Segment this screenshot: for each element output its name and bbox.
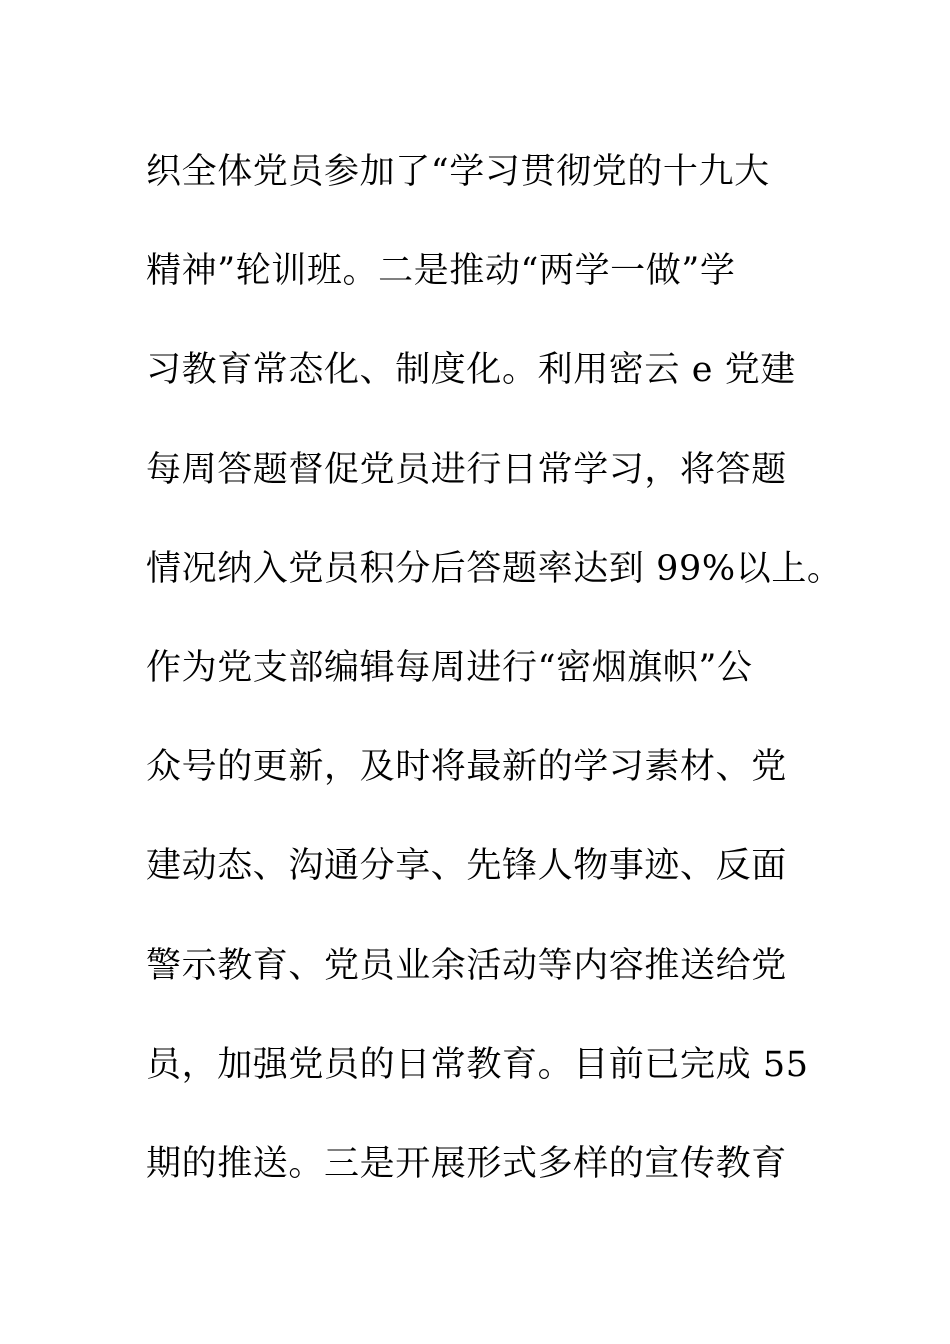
text-line-11: 期的推送。三是开展形式多样的宣传教育	[146, 1143, 787, 1184]
text-line-8: 建动态、沟通分享、先锋人物事迹、反面	[146, 846, 787, 887]
text-line-10: 员，加强党员的日常教育。目前已完成 55	[146, 1044, 809, 1085]
text-line-4: 每周答题督促党员进行日常学习，将答题	[146, 449, 787, 490]
text-line-1: 织全体党员参加了“学习贯彻党的十九大	[146, 152, 770, 192]
text-line-6: 作为党支部编辑每周进行“密烟旗帜”公	[146, 647, 753, 688]
body-text	[146, 123, 843, 1214]
text-line-3: 习教育常态化、制度化。利用密云 e 党建	[146, 350, 796, 391]
text-line-7: 众号的更新，及时将最新的学习素材、党	[146, 747, 787, 788]
text-line-5: 情况纳入党员积分后答题率达到 99%以上。	[146, 548, 843, 589]
text-line-2: 精神”轮训班。二是推动“两学一做”学	[146, 251, 736, 292]
text-line-9: 警示教育、党员业余活动等内容推送给党	[146, 945, 787, 986]
